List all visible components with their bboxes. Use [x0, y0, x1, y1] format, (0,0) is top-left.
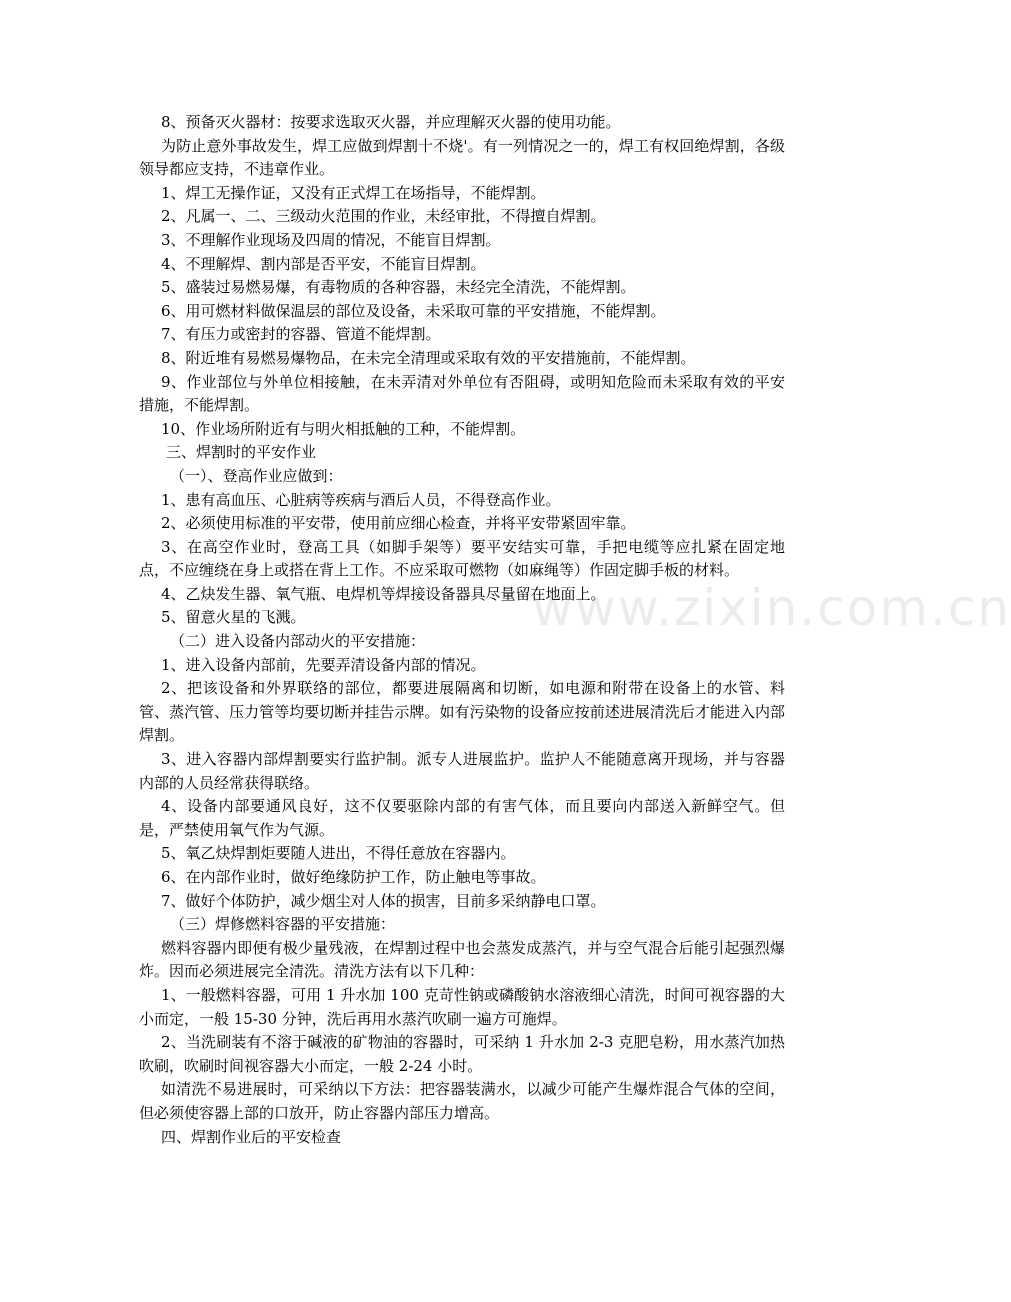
section-heading: 四、焊割作业后的平安检查 [161, 1127, 342, 1146]
list-item: 4、不理解焊、割内部是否平安，不能盲目焊割。 [161, 254, 486, 273]
list-item: 1、一般燃料容器，可用 1 升水加 100 克苛性钠或磷酸钠水溶液细心清洗，时间可视容器的大小而定，一般 15-30 分钟，洗后再用水蒸汽吹刷一遍方可施焊。 [139, 985, 785, 1028]
list-item: 2、把该设备和外界联络的部位，都要进展隔离和切断，如电源和附带在设备上的水管、料管、蒸汽管、压力管等均要切断并挂告示牌。如有污染物的设备应按前述进展清洗后才能进入内部焊割。 [139, 679, 785, 745]
list-item: 1、患有高血压、心脏病等疾病与酒后人员，不得登高作业。 [161, 490, 561, 509]
list-item: 2、当洗刷装有不溶于碱液的矿物油的容器时，可采纳 1 升水加 2-3 克肥皂粉，用水蒸汽加热吹刷，吹刷时间视容器大小而定，一般 2-24 小时。 [139, 1033, 785, 1075]
list-item: 5、留意火星的飞溅。 [161, 608, 306, 627]
watermark: www.zixin.com.cn [532, 579, 1011, 637]
list-item: 5、盛装过易燃易爆，有毒物质的各种容器，未经完全清洗，不能焊割。 [161, 278, 636, 297]
subsection-heading: （二）进入设备内部动火的平安措施： [170, 632, 426, 651]
paragraph: 燃料容器内即便有极少量残液，在焊割过程中也会蒸发成蒸汽，并与空气混合后能引起强烈爆炸。因而必须进展完全清洗。清洗方法有以下几种： [139, 938, 785, 981]
list-item: 2、凡属一、二、三级动火范围的作业，未经审批，不得擅自焊割。 [161, 207, 606, 226]
subsection-heading: （一）、登高作业应做到： [170, 466, 343, 485]
list-item: 9、作业部位与外单位相接触，在未弄清对外单位有否阻碍，或明知危险而未采取有效的平安措施，不能焊割。 [139, 372, 785, 415]
list-item: 1、进入设备内部前，先要弄清设备内部的情况。 [161, 655, 486, 674]
section-heading: 三、焊割时的平安作业 [166, 443, 317, 462]
document-body [139, 111, 785, 1149]
list-item: 1、焊工无操作证，又没有正式焊工在场指导，不能焊割。 [161, 183, 546, 202]
paragraph: 如清洗不易进展时，可采纳以下方法：把容器装满水，以减少可能产生爆炸混合气体的空间，但必须使容器上部的口放开，防止容器内部压力增高。 [139, 1080, 785, 1122]
list-item: 10、作业场所附近有与明火相抵触的工种，不能焊割。 [161, 419, 526, 438]
list-item: 4、设备内部要通风良好，这不仅要驱除内部的有害气体，而且要向内部送入新鲜空气。但是，严禁使用氧气作为气源。 [139, 797, 785, 839]
list-item: 7、做好个体防护，减少烟尘对人体的损害，目前多采纳静电口罩。 [161, 891, 606, 910]
list-item: 7、有压力或密封的容器、管道不能焊割。 [161, 325, 441, 344]
subsection-heading: （三）焊修燃料容器的平安措施： [170, 915, 396, 934]
list-item: 3、在高空作业时，登高工具（如脚手架等）要平安结实可靠，手把电缆等应扎紧在固定地点，不应缠绕在身上或搭在背上工作。不应采取可燃物（如麻绳等）作固定脚手板的材料。 [139, 537, 785, 580]
list-item: 3、不理解作业现场及四周的情况，不能盲目焊割。 [161, 230, 501, 249]
list-item: 2、必须使用标准的平安带，使用前应细心检查，并将平安带紧固牢靠。 [161, 514, 636, 533]
list-item: 3、进入容器内部焊割要实行监护制。派专人进展监护。监护人不能随意离开现场，并与容器内部的人员经常获得联络。 [139, 750, 785, 792]
paragraph: 8、预备灭火器材：按要求选取灭火器，并应理解灭火器的使用功能。 [161, 113, 621, 131]
list-item: 6、用可燃材料做保温层的部位及设备，未采取可靠的平安措施，不能焊割。 [161, 301, 666, 320]
list-item: 4、乙炔发生器、氧气瓶、电焊机等焊接设备器具尽量留在地面上。 [161, 584, 606, 603]
list-item: 6、在内部作业时，做好绝缘防护工作，防止触电等事故。 [161, 868, 546, 886]
list-item: 8、附近堆有易燃易爆物品，在未完全清理或采取有效的平安措施前，不能焊割。 [161, 348, 696, 367]
list-item: 5、氧乙炔焊割炬要随人进出，不得任意放在容器内。 [161, 844, 516, 863]
paragraph: 为防止意外事故发生，焊工应做到焊割十不烧'。有一列情况之一的，焊工有权回绝焊割，各级领导都应支持，不违章作业。 [139, 136, 785, 179]
